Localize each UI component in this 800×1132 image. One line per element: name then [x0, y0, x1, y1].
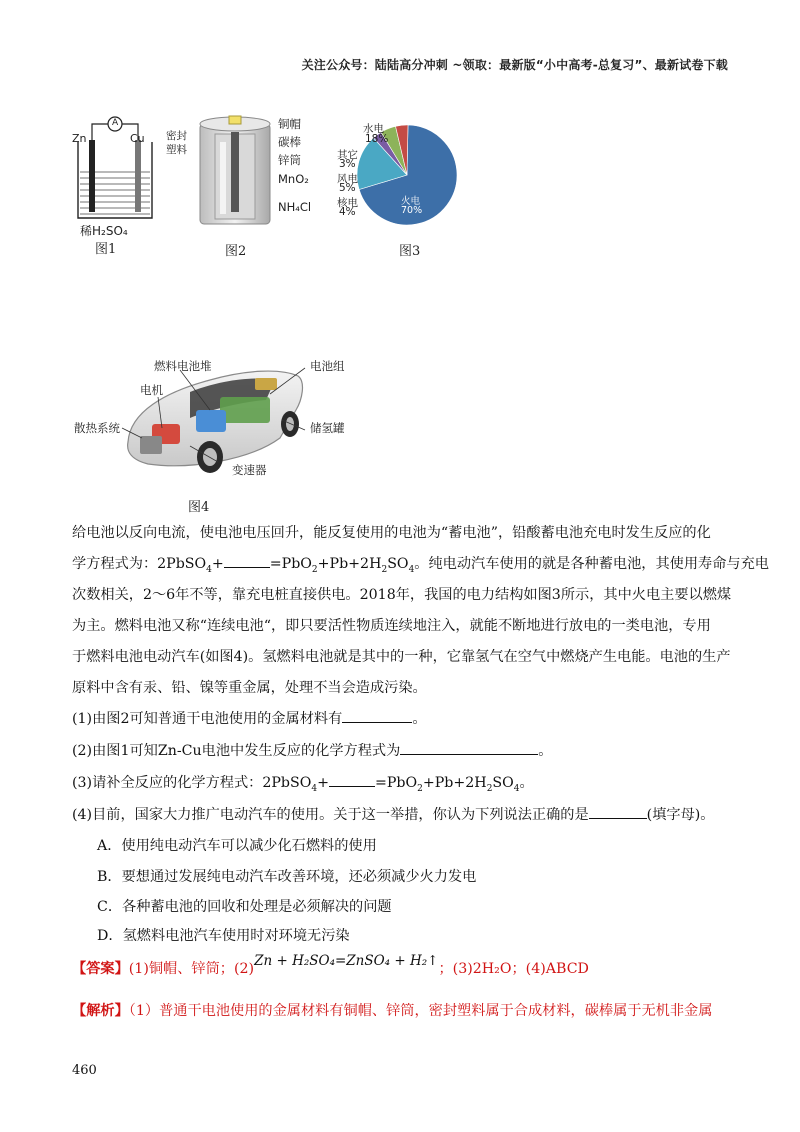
answer-blank[interactable]	[224, 553, 270, 568]
answer-part-1: (1)铜帽、锌筒；(2)	[128, 961, 255, 977]
text: (4)目前，国家大力推广电动汽车的使用。关于这一举措，你认为下列说法正确的是	[72, 807, 589, 823]
copper-cap-label: 铜帽	[278, 117, 301, 131]
paragraph-line-4: 为主。燃料电池又称“连续电池“，即只要活性物质连续地注入，就能不断地进行放电的一类电池，专用	[72, 618, 711, 634]
text: (3)请补全反应的化学方程式：2PbSO	[72, 775, 312, 791]
text: SO	[387, 556, 409, 572]
answer-equation: Zn + H₂SO₄=ZnSO₄ + H₂↑	[254, 953, 439, 969]
option-c: C．各种蓄电池的回收和处理是必须解决的问题	[97, 899, 392, 915]
question-1	[72, 708, 427, 728]
option-d: D．氢燃料电池汽车使用时对环境无污染	[97, 928, 350, 944]
hydrogen-tank-label: 储氢罐	[310, 421, 345, 435]
figure-2-dry-cell	[160, 112, 330, 237]
motor-label: 电机	[140, 383, 163, 397]
paragraph-line-3: 次数相关，2～6年不等，靠充电桩直接供电。2018年，我国的电力结构如图3所示，其中火电主要以燃煤	[72, 587, 732, 603]
fuel-cell-stack-label: 燃料电池堆	[154, 359, 212, 373]
answer-blank[interactable]	[589, 804, 647, 819]
carbon-rod-label: 碳棒	[278, 135, 301, 149]
paragraph-line-5: 于燃料电池电动汽车(如图4)。氢燃料电池就是其中的一种，它靠氢气在空气中燃烧产生电能。电池的生产	[72, 649, 731, 665]
thermal-pct-label: 70%	[401, 205, 423, 216]
question-2	[72, 740, 553, 760]
answer-part-2: ；(3)2H₂O；(4)ABCD	[438, 961, 589, 977]
hydro-pct-label: 18%	[365, 133, 389, 145]
nh4cl-label: NH₄Cl	[278, 200, 312, 214]
text: =PbO	[374, 775, 418, 791]
sealing-label-1: 密封	[166, 130, 187, 142]
text: 。纯电动汽车使用的就是各种蓄电池，其使用寿命与充电	[414, 556, 769, 572]
text: SO	[492, 775, 514, 791]
other-label: 其它	[337, 149, 358, 161]
paragraph-line-6: 原料中含有汞、铅、镍等重金属，处理不当会造成污染。	[72, 680, 427, 696]
cooling-system-label: 散热系统	[74, 421, 120, 435]
text: (2)由图1可知Zn-Cu电池中发生反应的化学方程式为	[72, 743, 401, 759]
transmission-label: 变速器	[232, 463, 267, 477]
figure-4-fuel-cell-car	[70, 352, 370, 482]
cu-label: Cu	[130, 132, 145, 145]
text: +Pb+2H	[422, 775, 487, 791]
question-3: (3)请补全反应的化学方程式：2PbSO$_4$+ $=PbO_2+Pb+2H_2SO_4$。	[72, 772, 534, 794]
answer-blank[interactable]	[342, 708, 412, 723]
figure-4-caption: 图4	[188, 500, 210, 515]
answer-tag: 【答案】	[72, 961, 129, 977]
text: =PbO	[269, 556, 312, 572]
nuclear-label: 核电	[337, 197, 358, 209]
mno2-label: MnO₂	[278, 172, 309, 186]
paragraph-line-1: 给电池以反向电流，使电池电压回升，能反复使用的电池为“蓄电池”，铅酸蓄电池充电时发生反应的化	[72, 525, 711, 541]
electrolyte-label: 稀H₂SO₄	[80, 224, 128, 238]
text: 。	[538, 743, 553, 759]
text: (填字母)。	[646, 807, 715, 823]
meter-label: A	[112, 118, 119, 128]
battery-pack-label: 电池组	[310, 359, 345, 373]
option-b: B．要想通过发展纯电动汽车改善环境，还必须减少火力发电	[97, 869, 477, 885]
zinc-can-label: 锌筒	[278, 153, 301, 167]
text: +Pb+2H	[317, 556, 382, 572]
nuclear-pct-label: 4%	[339, 206, 356, 218]
figure-2-caption: 图2	[225, 244, 247, 259]
text: 。	[412, 711, 427, 727]
wind-label: 风电	[337, 173, 358, 185]
answer-blank[interactable]	[329, 772, 375, 787]
other-pct-label: 3%	[339, 158, 356, 170]
question-4	[72, 804, 715, 824]
analysis-text: （1）普通干电池使用的金属材料有铜帽、锌筒，密封塑料属于合成材料，碳棒属于无机非金属	[128, 1003, 713, 1019]
page-header: 关注公众号：陆陆高分冲刺 ~领取：最新版“小中高考-总复习”、最新试卷下载	[301, 58, 728, 72]
text: 学方程式为：2PbSO	[72, 556, 207, 572]
wind-pct-label: 5%	[339, 182, 356, 194]
figure-3-pie-chart	[335, 115, 465, 240]
hydro-label: 水电	[363, 123, 384, 135]
answer-blank[interactable]	[400, 740, 538, 755]
zn-cu-cell-drawing	[70, 110, 160, 230]
analysis-line	[72, 1000, 712, 1020]
figure-3-caption: 图3	[399, 244, 421, 259]
thermal-label: 火电	[401, 196, 421, 207]
figure-1-zn-cu-cell	[70, 110, 160, 255]
answer-line	[72, 953, 589, 978]
analysis-tag: 【解析】	[72, 1003, 129, 1019]
text: 。	[519, 775, 534, 791]
sealing-label-2: 塑料	[166, 144, 187, 156]
figure-1-caption: 图1	[95, 242, 117, 257]
text: (1)由图2可知普通干电池使用的金属材料有	[72, 711, 343, 727]
paragraph-line-2: 学方程式为：2PbSO$_4$+ $=PbO_2+Pb+2H_2SO_4$。纯电动汽车使用的就是各种蓄电池，其使用寿命与充电	[72, 553, 769, 575]
page-number: 460	[72, 1063, 97, 1078]
option-a: A．使用纯电动汽车可以减少化石燃料的使用	[97, 838, 377, 854]
zn-label: Zn	[72, 132, 87, 145]
